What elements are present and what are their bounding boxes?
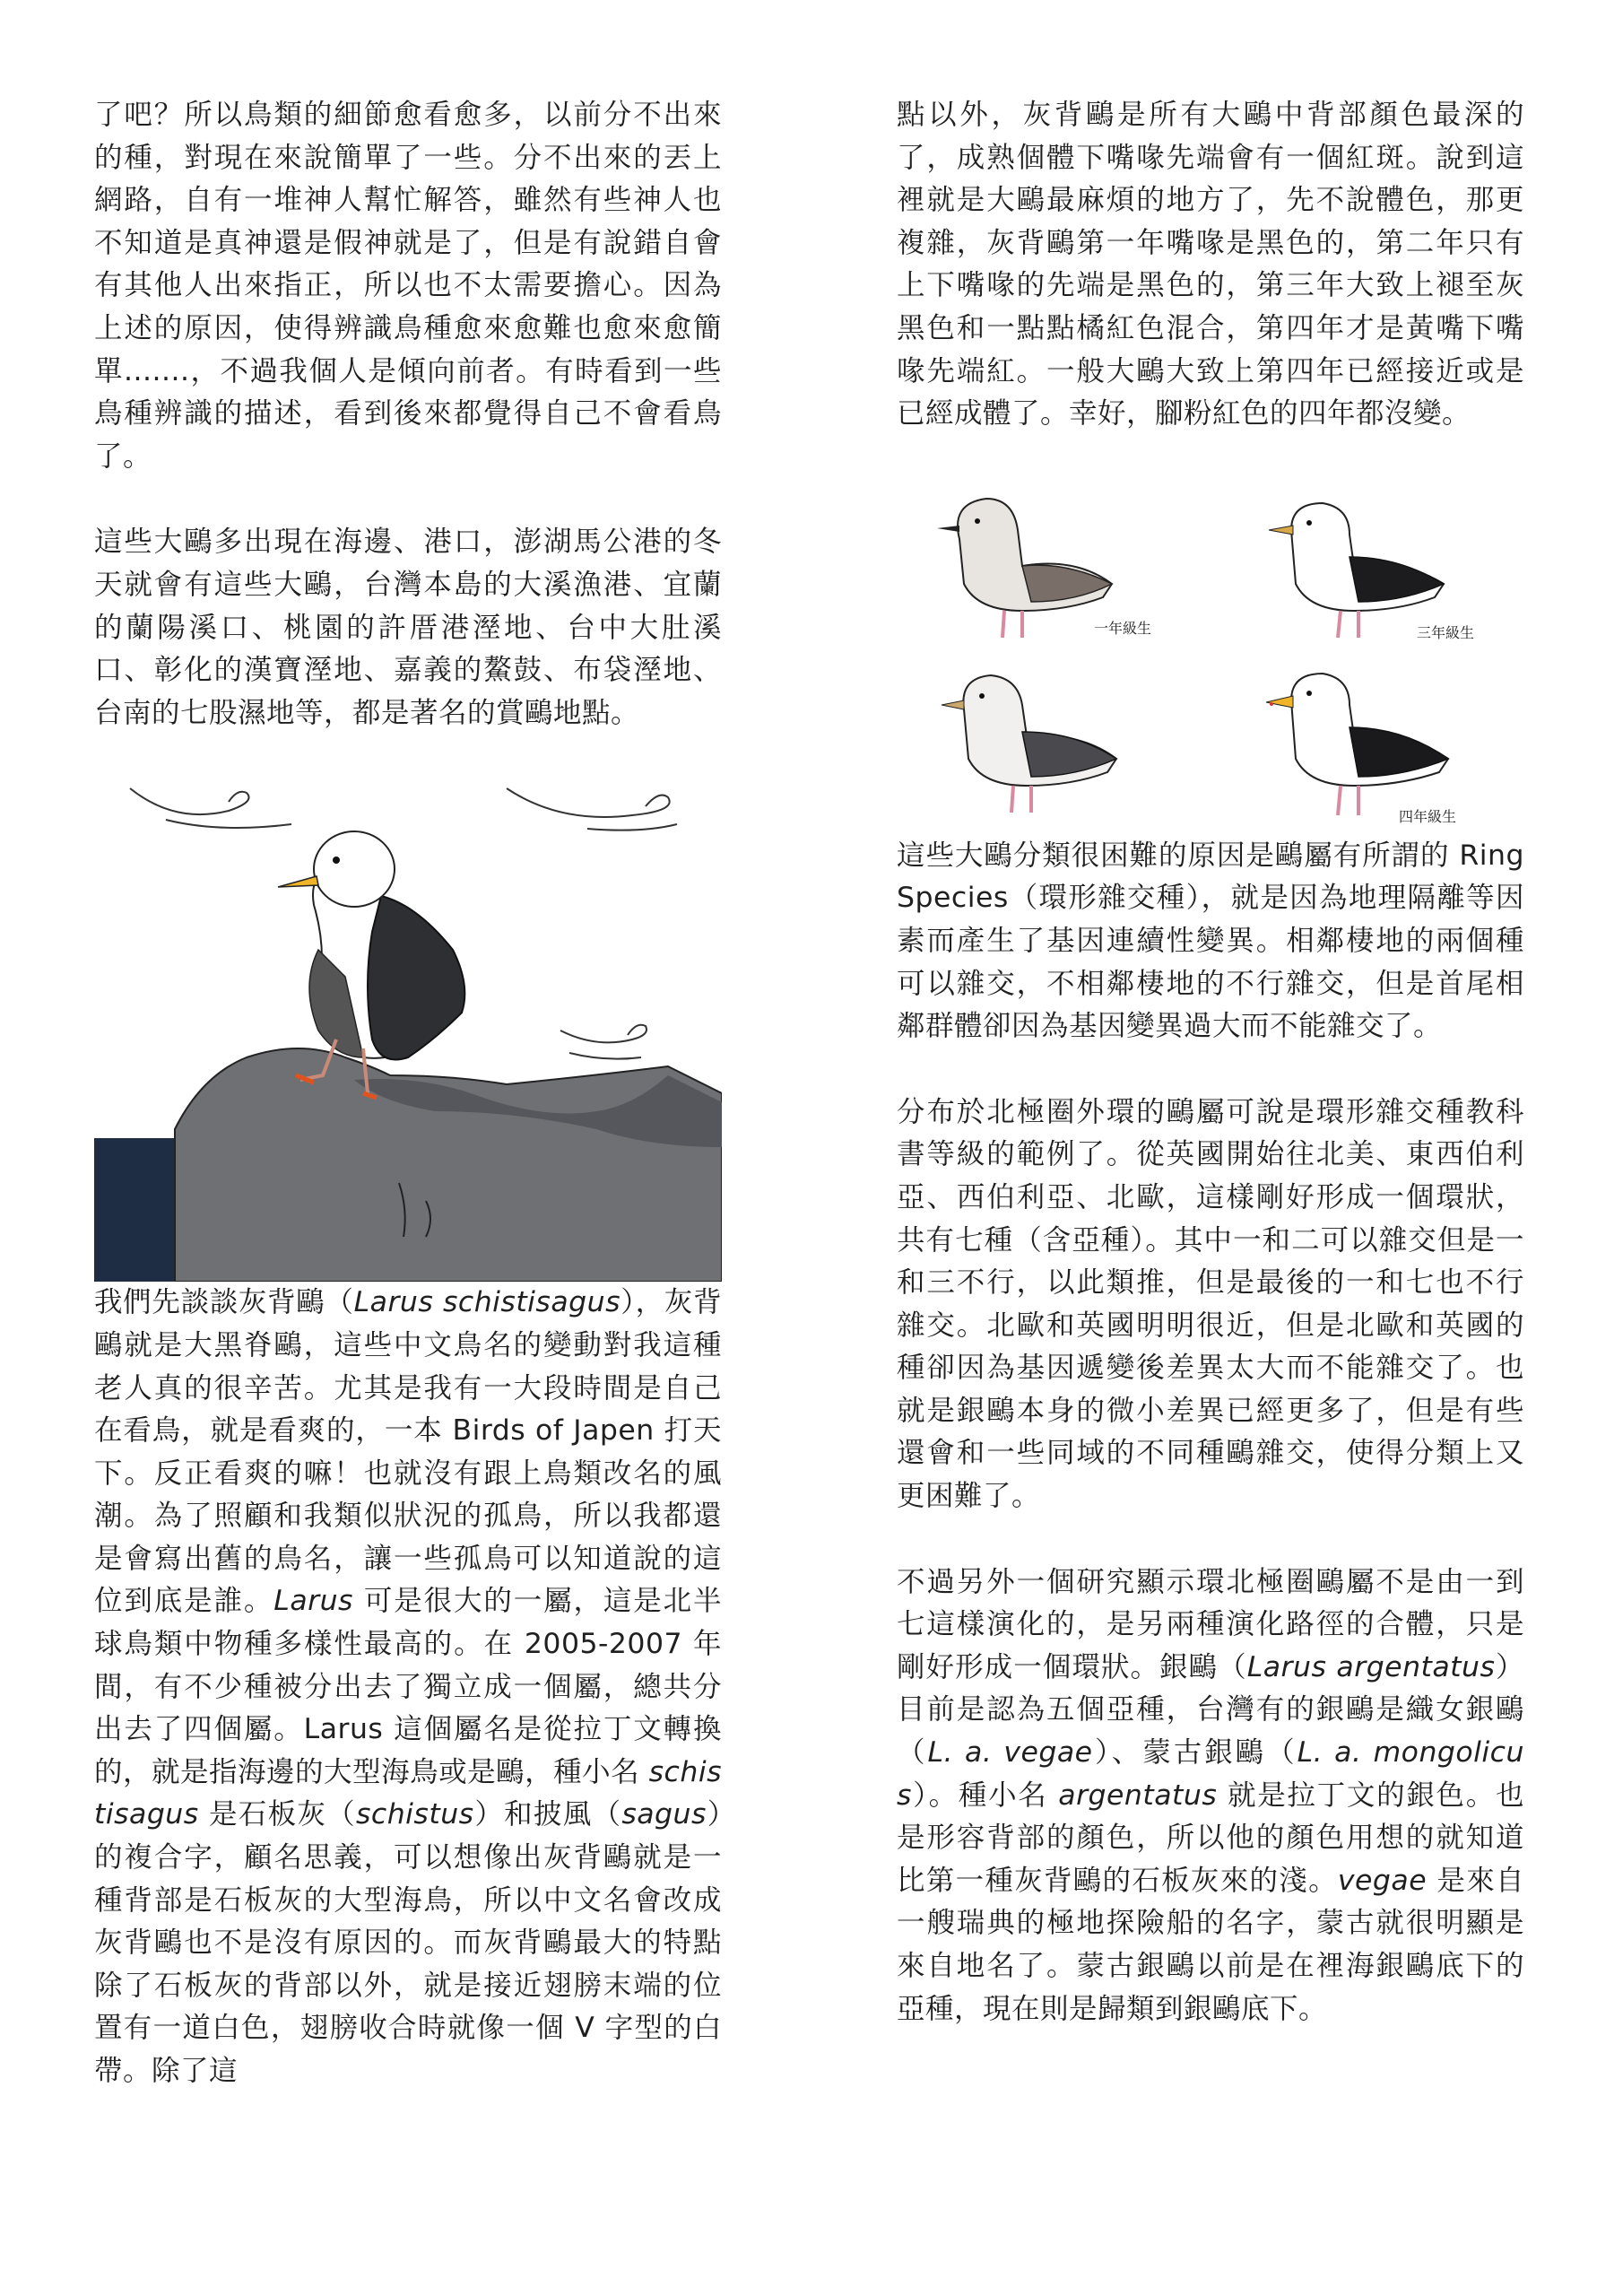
gull-on-rock-drawing [94,770,722,1282]
label-fourth-year: 四年級生 [1399,807,1457,825]
paragraph-herring-gull: 不過另外一個研究顯示環北極圈鷗屬不是由一到七這樣演化的，是另兩種演化路徑的合體，只是剛好形成一個環狀。銀鷗（Larus argentatus）目前是認為五個亞種，台灣有的銀鷗是織女銀鷗（L. a. vegae）、蒙古銀鷗（L. a. mongolicus）。種小名 argentatus 就是拉丁文的銀色。也是形容背部的顏色，所以他的顏色用想的就知道比第一種灰背鷗的石板灰來的淺。vegae 是來自一艘瑞典的極地探險船的名字，蒙古就很明顯是來自地名了。蒙古銀鷗以前是在裡海銀鷗底下的亞種，現在則是歸類到銀鷗底下。 [897,1565,1525,2025]
left-column [94,94,722,2093]
paragraph-locations: 這些大鷗多出現在海邊、港口，澎湖馬公港的冬天就會有這些大鷗，台灣本島的大溪漁港、宜蘭的蘭陽溪口、桃園的許厝港溼地、台中大肚溪口、彰化的漢寶溼地、嘉義的鰲鼓、布袋溼地、台南的七股濕地等，都是著名的賞鷗地點。 [94,526,722,729]
label-first-year: 一年級生 [1094,619,1152,637]
paragraph-bill-color: 點以外，灰背鷗是所有大鷗中背部顏色最深的了，成熟個體下嘴喙先端會有一個紅斑。說到這裡就是大鷗最麻煩的地方了，先不說體色，那更複雜，灰背鷗第一年嘴喙是黑色的，第二年只有上下嘴喙的先端是黑色的，第三年大致上褪至灰黑色和一點點橘紅色混合，第四年才是黃嘴下嘴喙先端紅。一般大鷗大致上第四年已經接近或是已經成體了。幸好，腳粉紅色的四年都沒變。 [897,99,1524,430]
right-column [897,94,1524,2031]
gull-age-stages-drawing [897,476,1524,835]
paragraph-ring-species: 這些大鷗分類很困難的原因是鷗屬有所謂的 Ring Species（環形雜交種），就是因為地理隔離等因素而產生了基因連續性變異。相鄰棲地的兩個種可以雜交，不相鄰棲地的不行雜交，但是首尾相鄰群體卻因為基因變異過大而不能雜交了。 [897,839,1524,1043]
paragraph-slaty-backed-gull: 我們先談談灰背鷗（Larus schistisagus），灰背鷗就是大黑脊鷗，這些中文鳥名的變動對我這種老人真的很辛苦。尤其是我有一大段時間是自己在看鳥，就是看爽的，一本 Birds of Japen 打天下。反正看爽的嘛！也就沒有跟上鳥類改名的風潮。為了照顧和我類似狀況的孤鳥，所以我都還是會寫出舊的鳥名，讓一些孤鳥可以知道說的這位到底是誰。Larus 可是很大的一屬，這是北半球鳥類中物種多樣性最高的。在 2005-2007 年間，有不少種被分出去了獨立成一個屬，總共分出去了四個屬。Larus 這個屬名是從拉丁文轉換的，就是指海邊的大型海鳥或是鷗，種小名 schistisagus 是石板灰（schistus）和披風（sagus）的複合字，顧名思義，可以想像出灰背鷗就是一種背部是石板灰的大型海鳥，所以中文名會改成灰背鷗也不是沒有原因的。而灰背鷗最大的特點除了石板灰的背部以外，就是接近翅膀末端的位置有一道白色，翅膀收合時就像一個 V 字型的白帶。除了這 [94,1286,722,2087]
gull-age-stages-illustration [897,476,1524,835]
label-third-year: 三年級生 [1417,623,1475,641]
paragraph-intro: 了吧？所以鳥類的細節愈看愈多，以前分不出來的種，對現在來說簡單了一些。分不出來的丟上網路，自有一堆神人幫忙解答，雖然有些神人也不知道是真神還是假神就是了，但是有說錯自會有其他人出來指正，所以也不太需要擔心。因為上述的原因，使得辨識鳥種愈來愈難也愈來愈簡單.......，不過我個人是傾向前者。有時看到一些鳥種辨識的描述，看到後來都覺得自己不會看鳥了。 [94,99,722,473]
paragraph-arctic-ring: 分布於北極圈外環的鷗屬可說是環形雜交種教科書等級的範例了。從英國開始往北美、東西伯利亞、西伯利亞、北歐，這樣剛好形成一個環狀，共有七種（含亞種）。其中一和二可以雜交但是一和三不行，以此類推，但是最後的一和七也不行雜交。北歐和英國明明很近，但是北歐和英國的種卻因為基因遞變後差異太大而不能雜交了。也就是銀鷗本身的微小差異已經更多了，但是有些還會和一些同域的不同種鷗雜交，使得分類上又更困難了。 [897,1095,1524,1513]
gull-on-rock-illustration [94,770,722,1282]
